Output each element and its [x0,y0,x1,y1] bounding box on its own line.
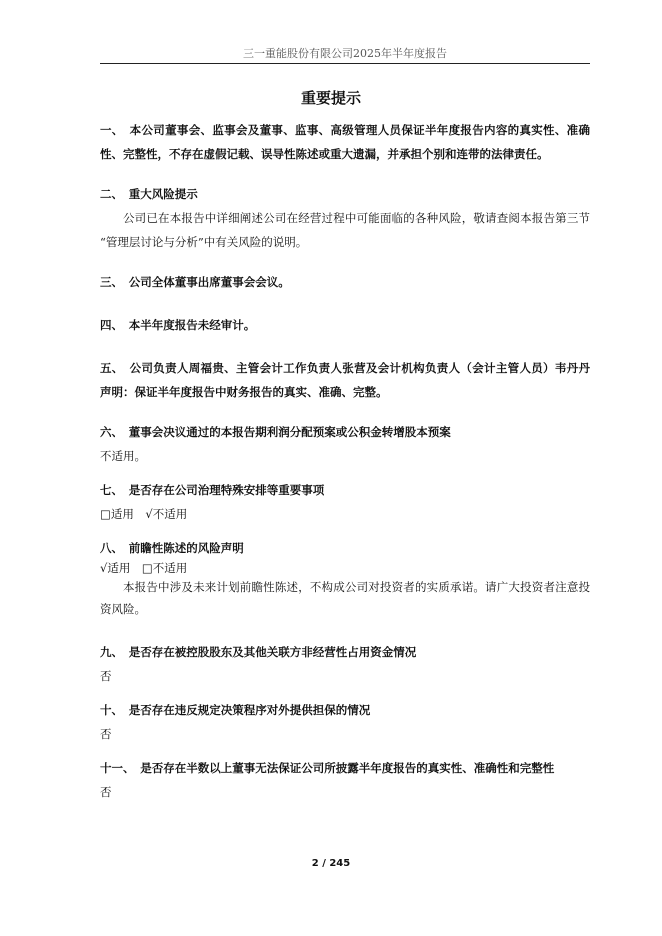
section-6 [100,420,590,468]
section-2-body-line-1: 公司已在本报告中详细阐述公司在经营过程中可能面临的各种风险，敬请查阅本报告第三节 [123,211,590,225]
section-6-body: 不适用。 [100,449,146,463]
section-9-heading: 九、 是否存在被控股股东及其他关联方非经营性占用资金情况 [100,645,417,659]
section-9 [100,640,590,688]
section-1-line-1: 一、 本公司董事会、监事会及董事、监事、高级管理人员保证半年度报告内容的真实性、准确 [100,123,590,137]
section-10 [100,698,590,746]
section-3 [100,270,590,294]
section-6-heading: 六、 董事会决议通过的本报告期利润分配预案或公积金转增股本预案 [100,425,451,439]
section-5 [100,356,590,404]
section-7-heading: 七、 是否存在公司治理特殊安排等重要事项 [100,483,325,497]
section-8-body-line-2: 资风险。 [100,602,146,616]
section-5-line-2: 声明：保证半年度报告中财务报告的真实、准确、完整。 [100,385,388,399]
section-3-heading: 三、 公司全体董事出席董事会会议。 [100,275,290,289]
section-7-applicability: □适用 √不适用 [100,507,188,521]
page-title: 重要提示 [300,89,361,107]
section-4-heading: 四、 本半年度报告未经审计。 [100,318,256,332]
section-4 [100,313,590,337]
page-number: 2 / 245 [311,858,351,869]
section-2 [100,182,590,254]
section-11 [100,756,590,804]
section-10-body: 否 [100,727,112,741]
section-8-body-line-1: 本报告中涉及未来计划前瞻性陈述，不构成公司对投资者的实质承诺。请广大投资者注意投 [123,580,590,594]
section-9-body: 否 [100,669,112,683]
header-divider [100,63,590,64]
section-1 [100,118,590,166]
section-7 [100,478,590,526]
section-11-body: 否 [100,785,112,799]
section-1-line-2: 性、完整性，不存在虚假记载、误导性陈述或重大遗漏，并承担个别和连带的法律责任。 [100,147,549,161]
section-2-heading: 二、 重大风险提示 [100,187,198,201]
section-8-heading: 八、 前瞻性陈述的风险声明 [100,541,244,555]
section-2-body-line-2: “管理层讨论与分析”中有关风险的说明。 [100,235,308,249]
section-8 [100,536,590,620]
section-5-line-1: 五、 公司负责人周福贵、主管会计工作负责人张营及会计机构负责人（会计主管人员）韦丹丹 [100,361,590,375]
section-10-heading: 十、 是否存在违反规定决策程序对外提供担保的情况 [100,703,371,717]
report-header: 三一重能股份有限公司2025年半年度报告 [243,47,447,60]
section-8-applicability: √适用 □不适用 [100,561,188,575]
section-11-heading: 十一、 是否存在半数以上董事无法保证公司所披露半年度报告的真实性、准确性和完整性 [100,761,555,775]
